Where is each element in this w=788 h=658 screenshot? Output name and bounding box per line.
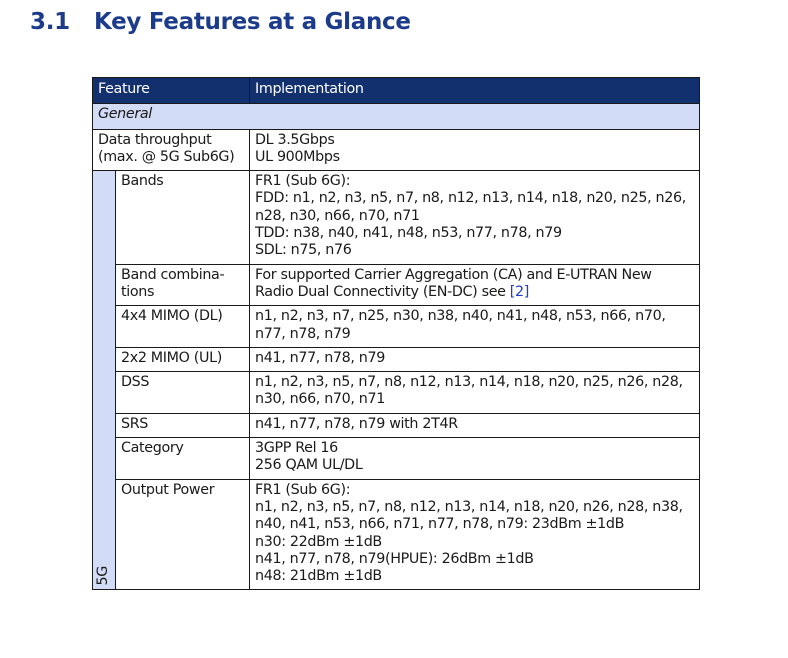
implementation-cell [250,479,700,590]
impl-line: FR1 (Sub 6G): [255,481,351,498]
table-header-row [93,78,700,104]
table-row-throughput [93,129,700,171]
feature-line: (max. @ 5G Sub6G) [98,148,235,165]
implementation-cell [250,438,700,480]
section-title: Key Features at a Glance [94,9,411,35]
table-row-band-combinations [93,264,700,306]
impl-line [255,284,694,301]
impl-line: n1, n2, n3, n5, n7, n8, n12, n13, n14, n18, n20, n25, n26, n28, [255,374,683,391]
feature-text: Band combina-tions [121,266,225,300]
feature-cell: DSS [116,372,250,414]
implementation-cell [250,347,700,371]
section-label: General [93,104,700,129]
features-table [92,77,700,590]
feature-cell: 4x4 MIMO (DL) [116,306,250,348]
implementation-cell [250,129,700,171]
table-row-srs [93,413,700,437]
impl-line: n48: 21dBm ±1dB [255,568,382,585]
header-feature: Feature [93,78,250,104]
impl-line: FR1 (Sub 6G): [255,173,351,190]
impl-text: Radio Dual Connectivity (EN-DC) see [255,283,506,300]
implementation-cell [250,171,700,264]
feature-line: Data throughput [98,131,212,148]
impl-line: 256 QAM UL/DL [255,457,363,474]
implementation-cell [250,372,700,414]
impl-line: n1, n2, n3, n7, n25, n30, n38, n40, n41, n48, n53, n66, n70, [255,308,666,325]
implementation-cell [250,264,700,306]
implementation-cell [250,306,700,348]
impl-line: UL 900Mbps [255,148,340,165]
impl-line: DL 3.5Gbps [255,131,335,148]
impl-line: n41, n77, n78, n79 [255,349,385,366]
reference-link[interactable]: [2] [509,283,529,300]
impl-line: n40, n41, n53, n66, n71, n77, n78, n79: 23dBm ±1dB [255,516,625,533]
table-row-2x2-mimo [93,347,700,371]
table-row-bands [93,171,700,264]
impl-line: n41, n77, n78, n79 with 2T4R [255,415,458,432]
impl-line: n30, n66, n70, n71 [255,391,385,408]
impl-line: n77, n78, n79 [255,325,351,342]
table-row-category [93,438,700,480]
feature-cell: Bands [116,171,250,264]
section-heading [30,9,411,35]
table-row-4x4-mimo [93,306,700,348]
impl-line: n41, n77, n78, n79(HPUE): 26dBm ±1dB [255,550,534,567]
section-number: 3.1 [30,9,70,35]
table-row-output-power [93,479,700,590]
impl-line: n28, n30, n66, n70, n71 [255,207,420,224]
feature-cell [116,264,250,306]
impl-line: n30: 22dBm ±1dB [255,533,382,550]
impl-line: FDD: n1, n2, n3, n5, n7, n8, n12, n13, n14, n18, n20, n25, n26, [255,190,686,207]
group-cell-5g [93,171,116,590]
feature-cell: 2x2 MIMO (UL) [116,347,250,371]
group-label: 5G [95,565,111,586]
impl-line: SDL: n75, n76 [255,242,352,259]
impl-line: n1, n2, n3, n5, n7, n8, n12, n13, n14, n18, n20, n26, n28, n38, [255,498,683,515]
feature-cell: Output Power [116,479,250,590]
impl-line: For supported Carrier Aggregation (CA) and E-UTRAN New [255,266,652,283]
header-implementation: Implementation [250,78,700,104]
impl-line: 3GPP Rel 16 [255,440,338,457]
implementation-cell [250,413,700,437]
table-row-dss [93,372,700,414]
impl-line: TDD: n38, n40, n41, n48, n53, n77, n78, n79 [255,225,562,242]
section-row-general [93,104,700,129]
feature-cell: Category [116,438,250,480]
feature-cell [93,129,250,171]
feature-cell: SRS [116,413,250,437]
